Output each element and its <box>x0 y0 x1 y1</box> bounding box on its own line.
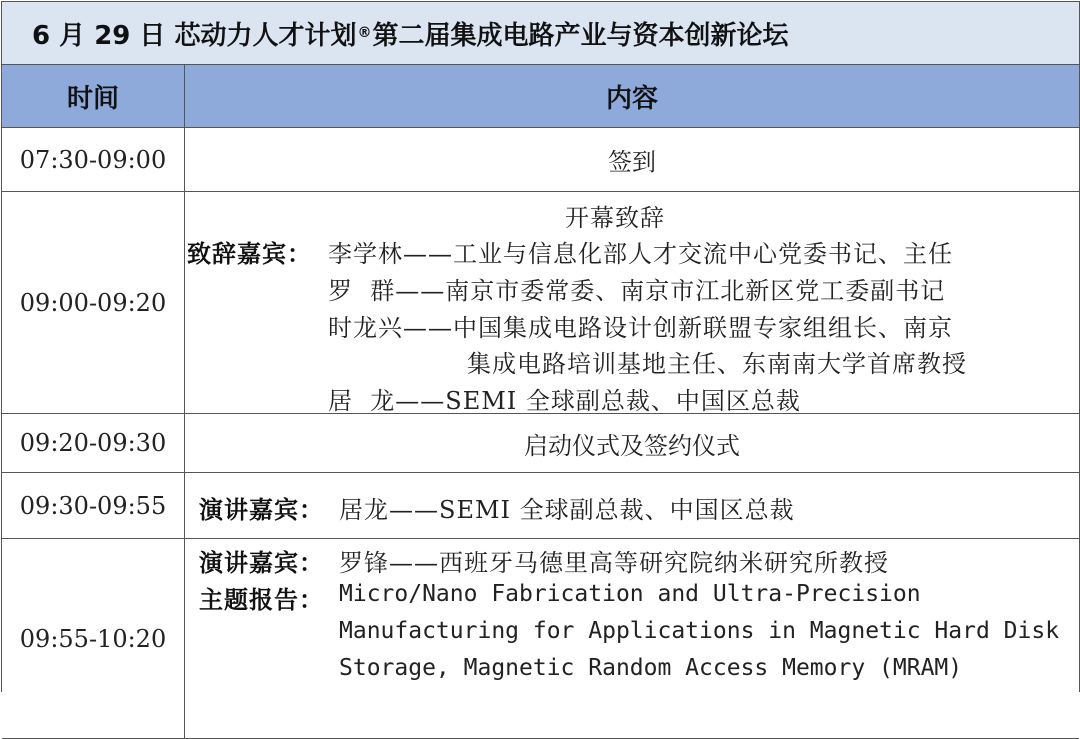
guest-line: 罗 群——南京市委常委、南京市江北新区党工委副书记 <box>328 277 946 305</box>
table-row <box>2 192 1079 414</box>
speaker-label: 演讲嘉宾： <box>199 496 324 524</box>
row-time: 09:30-09:55 <box>2 473 185 538</box>
row-time: 09:20-09:30 <box>2 414 185 472</box>
row-content <box>185 414 1079 472</box>
table-row <box>2 539 1079 739</box>
row-time: 09:55-10:20 <box>2 539 185 738</box>
title-prefix: 6 月 29 日 芯动力人才计划 <box>32 20 357 51</box>
speaker-text: 居龙——SEMI 全球副总裁、中国区总裁 <box>339 496 795 524</box>
table-row <box>2 414 1079 473</box>
speaker-label: 致辞嘉宾： <box>187 240 312 268</box>
row-content <box>185 128 1079 191</box>
header-time: 时间 <box>2 65 185 127</box>
topic-line: Micro/Nano Fabrication and Ultra-Precision <box>339 581 921 607</box>
table-row <box>2 128 1079 192</box>
forum-title <box>2 2 1079 65</box>
topic-line: Storage, Magnetic Random Access Memory (MRAM) <box>339 655 963 681</box>
row-content <box>185 473 1079 538</box>
speaker-label: 演讲嘉宾： <box>199 549 324 577</box>
row-time: 09:00-09:20 <box>2 192 185 413</box>
guest-line: 集成电路培训基地主任、东南南大学首席教授 <box>467 350 967 378</box>
row-time: 07:30-09:00 <box>2 128 185 191</box>
row-content <box>185 192 1079 413</box>
topic-line: Manufacturing for Applications in Magnetic Hard Disk <box>339 618 1060 644</box>
table-row <box>2 473 1079 539</box>
guest-line: 李学林——工业与信息化部人才交流中心党委书记、主任 <box>328 240 953 268</box>
guest-line: 居 龙——SEMI 全球副总裁、中国区总裁 <box>328 387 801 415</box>
title-suffix: 第二届集成电路产业与资本创新论坛 <box>372 20 789 51</box>
registered-mark: ® <box>357 25 372 41</box>
opening-heading: 开幕致辞 <box>565 204 665 232</box>
topic-label: 主题报告： <box>199 586 324 614</box>
table-header-row <box>2 65 1079 128</box>
row-content <box>185 539 1079 738</box>
agenda-table <box>1 1 1080 692</box>
speaker-text: 罗锋——西班牙马德里高等研究院纳米研究所教授 <box>339 549 889 577</box>
row-text: 签到 <box>608 148 656 176</box>
row-text: 启动仪式及签约仪式 <box>524 431 740 460</box>
header-content: 内容 <box>605 83 658 114</box>
guest-line: 时龙兴——中国集成电路设计创新联盟专家组组长、南京 <box>328 314 953 342</box>
